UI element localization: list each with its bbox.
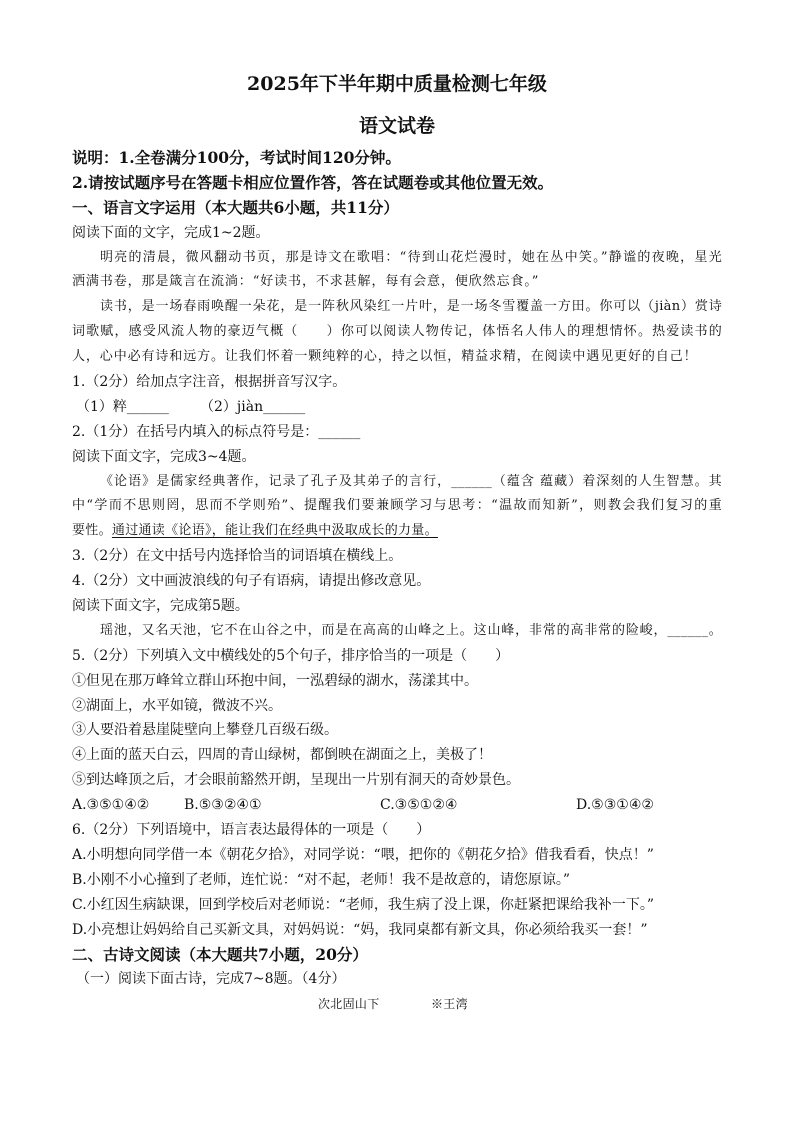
option-d: D.⑤③①④② — [576, 797, 654, 814]
reading-prompt: （一）阅读下面古诗，完成7~8题。（4分） — [76, 971, 346, 988]
passage-text: 要性。 — [72, 523, 112, 539]
option-c: C.③⑤①②④ — [380, 797, 458, 814]
question-item: （1）粹______ — [76, 398, 169, 415]
instruction-line: 2.请按试题序号在答题卡相应位置作答，答在试题卷或其他位置无效。 — [72, 172, 554, 192]
poem-title: 次北固山下 — [318, 997, 380, 1012]
passage-line: 中“学而不思则罔，思而不学则殆”、提醒我们要兼顾学习与思考：“温故而知新”，则教会我们复习的重 — [72, 498, 722, 514]
option-d: D.小亮想让妈妈给自己买新文具，对妈妈说：“妈，我同桌都有新文具，你必须给我买一套！” — [72, 921, 648, 938]
ordering-sentence: ⑤到达峰顶之后，才会眼前豁然开朗，呈现出一片别有洞天的奇妙景色。 — [72, 772, 520, 789]
passage-line: 人，心中必有诗和远方。让我们怀着一颗纯粹的心，持之以恒，精益求精，在阅读中遇见更好的自己！ — [72, 349, 698, 365]
section-heading: 二、古诗文阅读（本大题共7小题，20分） — [72, 944, 368, 964]
passage-line: 读书，是一场春雨唤醒一朵花，是一阵秋风染红一片叶，是一场冬雪覆盖一方田。你可以（jiàn）赏诗 — [100, 299, 722, 315]
exam-title: 2025年下半年期中质量检测七年级 — [247, 73, 547, 95]
question-stem: 4.（2分）文中画波浪线的句子有语病，请提出修改意见。 — [72, 573, 431, 590]
ordering-sentence: ④上面的蓝天白云，四周的青山绿树，都倒映在湖面之上，美极了！ — [72, 747, 492, 764]
exam-subtitle: 语文试卷 — [358, 115, 435, 137]
instruction-line: 说明：1.全卷满分100分，考试时间120分钟。 — [72, 148, 401, 167]
option-b: B.⑤③②④① — [184, 797, 262, 814]
passage-line: 明亮的清晨，微风翻动书页，那是诗文在歌唱：“待到山花烂漫时，她在丛中笑。”静谧的夜晚，星光 — [100, 249, 722, 265]
reading-prompt: 阅读下面的文字，完成1~2题。 — [72, 224, 270, 241]
passage-line — [72, 519, 722, 544]
question-stem: 2.（1分）在括号内填入的标点符号是：______ — [72, 423, 361, 440]
question-stem: 5.（2分）下列填入文中横线处的5个句子，排序恰当的一项是（ ） — [72, 647, 510, 664]
exam-body — [72, 146, 722, 1017]
reading-prompt: 阅读下面文字，完成3~4题。 — [72, 448, 256, 465]
options-row — [72, 793, 722, 818]
underlined-sentence: 通过通读《论语》，能让我们在经典中汲取成长的力量。 — [111, 523, 438, 539]
passage-line: 洒满书卷，那是箴言在流淌：“好读书，不求甚解，每有会意，便欣然忘食。” — [72, 274, 540, 290]
option-a: A.③⑤①④② — [72, 797, 150, 814]
ordering-sentence: ③人要沿着悬崖陡壁向上攀登几百级石级。 — [72, 722, 338, 739]
reading-prompt: 阅读下面文字，完成第5题。 — [72, 598, 249, 615]
ordering-sentence: ②湖面上，水平如镜，微波不兴。 — [72, 697, 282, 714]
option-a: A.小明想向同学借一本《朝花夕拾》，对同学说：“喂，把你的《朝花夕拾》借我看看，快点！” — [72, 846, 654, 863]
ordering-sentence: ①但见在那万峰耸立群山环抱中间，一泓碧绿的湖水，荡漾其中。 — [72, 672, 478, 689]
passage-line: 《论语》是儒家经典著作，记录了孔子及其弟子的言行，______（蕴含 蕴藏）着深刻的人生智慧。其 — [100, 473, 722, 489]
question-item: （2）jiàn______ — [200, 398, 306, 415]
poem-header — [72, 992, 722, 1017]
question-items-row — [72, 395, 722, 420]
option-c: C.小红因生病缺课，回到学校后对老师说：“老师，我生病了没上课，你赶紧把课给我补一下。” — [72, 896, 654, 913]
poem-author: ※王湾 — [431, 997, 468, 1012]
passage-line: 瑶池，又名天池，它不在山谷之中，而是在高高的山峰之上。这山峰，非常的高非常的险峻，______。 — [100, 622, 722, 638]
option-b: B.小刚不小心撞到了老师，连忙说：“对不起，老师！我不是故意的，请您原谅。” — [72, 871, 571, 888]
section-heading: 一、语言文字运用（本大题共6小题，共11分） — [72, 197, 399, 217]
question-stem: 6.（2分）下列语境中，语言表达最得体的一项是（ ） — [72, 822, 431, 839]
passage-line: 词歌赋，感受风流人物的豪迈气概（ ）你可以阅读人物传记，体悟名人伟人的理想情怀。热爱读书的 — [72, 324, 722, 340]
question-stem: 1.（2分）给加点字注音，根据拼音写汉字。 — [72, 374, 347, 391]
question-stem: 3.（2分）在文中括号内选择恰当的词语填在横线上。 — [72, 548, 403, 565]
